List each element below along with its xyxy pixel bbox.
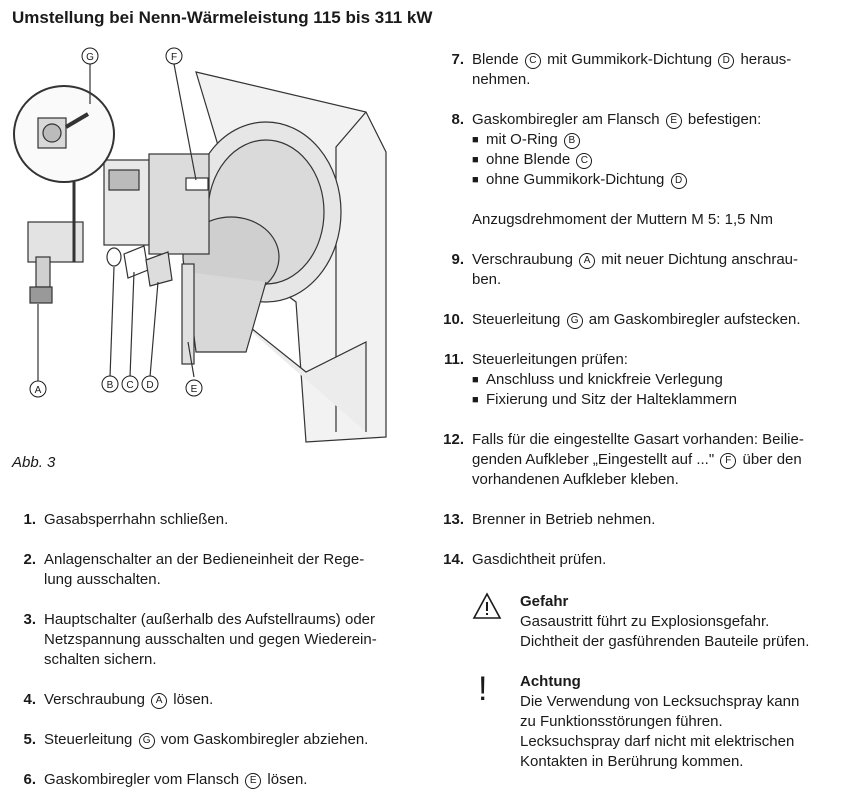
step-2: 2. Anlagenschalter an der Bedieneinheit der Rege- lung ausschalten. xyxy=(23,551,365,588)
ref-e: E xyxy=(245,773,261,789)
step-6: 6. Gaskombiregler vom Flansch E lösen. xyxy=(23,771,308,788)
step-5: 5. Steuerleitung G vom Gaskombiregler abziehen. xyxy=(23,731,369,748)
caution-notice: ! Achtung Die Verwendung von Lecksuchspray kann zu Funktionsstörungen führen. Lecksuchspray darf nicht mit elektrischen Kontakten in Berührung kommen. xyxy=(472,672,844,772)
sub-item: ■ ohne Gummikork-Dichtung D xyxy=(472,170,846,190)
ref-g: G xyxy=(139,733,155,749)
step-4: 4. Verschraubung A lösen. xyxy=(23,691,214,708)
ref-a: A xyxy=(151,693,167,709)
steps-list-right xyxy=(436,50,846,590)
step-7: 7. Blende C mit Gummikork-Dichtung D heraus- nehmen. xyxy=(451,51,792,88)
label-c: C xyxy=(126,380,134,391)
sub-item: ■ mit O-Ring B xyxy=(472,130,846,150)
sub-item: ■ Anschluss und knickfreie Verlegung xyxy=(472,371,723,388)
page-title: Umstellung bei Nenn-Wärmeleistung 115 bis 311 kW xyxy=(12,8,433,27)
danger-notice: Gefahr Gasaustritt führt zu Explosionsgefahr. Dichtheit der gasführenden Bauteile prüfen. xyxy=(472,592,844,652)
step-10: 10. Steuerleitung G am Gaskombiregler aufstecken. xyxy=(443,311,801,328)
step-1: 1. Gasabsperrhahn schließen. xyxy=(23,511,229,528)
step-9: 9. Verschraubung A mit neuer Dichtung anschrau- ben. xyxy=(451,251,799,288)
sub-item: ■ Fixierung und Sitz der Halteklammern xyxy=(472,391,737,408)
step-14: 14. Gasdichtheit prüfen. xyxy=(443,551,607,568)
step-8: 8. Gaskombiregler am Flansch E befestigen: ■ mit O-Ring B ■ ohne Blende C ■ ohne Gummikork-Dichtung D Anzugsdrehmoment der Muttern M 5: 1,5 Nm xyxy=(436,110,846,230)
label-d: D xyxy=(146,380,154,391)
label-f: F xyxy=(170,52,178,63)
step-3: 3. Hauptschalter (außerhalb des Aufstellraums) oder Netzspannung ausschalten und gegen Wiederein- schalten sichern. xyxy=(23,611,377,668)
burner-illustration xyxy=(6,42,426,452)
step-11: 11. Steuerleitungen prüfen: ■ Anschluss und knickfreie Verlegung ■ Fixierung und Sitz der Halteklammern xyxy=(436,350,846,410)
step-13: 13. Brenner in Betrieb nehmen. xyxy=(443,511,656,528)
step-12: 12. Falls für die eingestellte Gasart vorhanden: Beilie- genden Aufkleber „Eingestellt auf ..." F über den vorhandenen Aufkleber kleben. xyxy=(443,431,804,488)
label-e: E xyxy=(190,384,198,395)
exclamation-icon: ! xyxy=(478,670,488,708)
steps-list-left xyxy=(16,510,426,810)
warning-triangle-icon xyxy=(472,592,520,652)
label-a: A xyxy=(34,385,42,396)
label-g: G xyxy=(86,52,94,63)
torque-note: Anzugsdrehmoment der Muttern M 5: 1,5 Nm xyxy=(472,211,773,228)
figure-caption: Abb. 3 xyxy=(12,454,56,471)
step-11-sublist xyxy=(472,370,846,410)
caution-heading: Achtung xyxy=(520,673,581,690)
sub-item: ■ ohne Blende C xyxy=(472,150,846,170)
label-b: B xyxy=(106,380,114,391)
step-8-sublist xyxy=(472,130,846,190)
danger-heading: Gefahr xyxy=(520,593,569,610)
